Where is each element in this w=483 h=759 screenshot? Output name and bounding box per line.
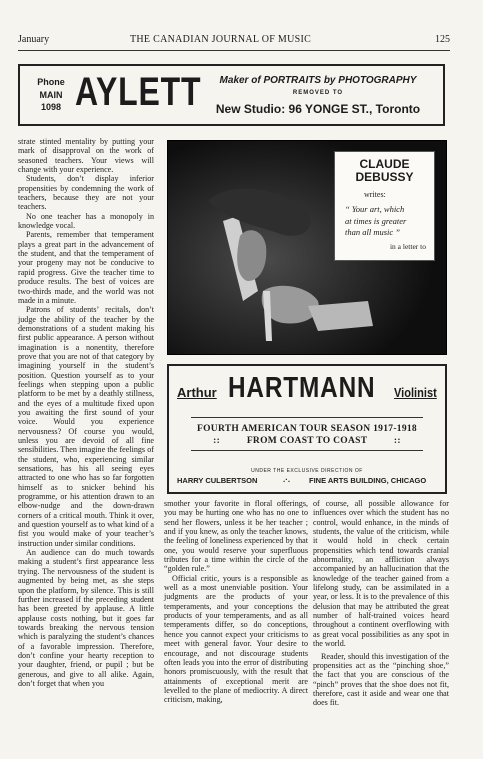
quote-author	[335, 158, 434, 184]
manager-address: FINE ARTS BUILDING, CHICAGO	[309, 476, 427, 485]
author-last-name: DEBUSSY	[355, 170, 414, 184]
quote-writes-label: writes:	[364, 190, 386, 199]
quote-line: “ Your art, which	[345, 204, 405, 214]
paragraph: No one teacher has a monopoly in knowledge vocal.	[18, 211, 154, 231]
ad-rule	[191, 450, 423, 451]
tour-coverage: :: FROM COAST TO COAST ::	[213, 436, 401, 446]
aylett-studio-address: New Studio: 96 YONGE ST., Toronto	[215, 102, 421, 116]
quote-line: at times is greater	[345, 215, 407, 226]
management-label: UNDER THE EXCLUSIVE DIRECTION OF	[251, 468, 363, 474]
artist-last-name: HARTMANN	[228, 372, 376, 404]
tour-season: FOURTH AMERICAN TOUR SEASON 1917-1918	[197, 424, 417, 434]
ad-rule	[191, 417, 423, 418]
separator: .·.	[283, 475, 291, 484]
article-column-2	[164, 499, 308, 705]
aylett-removed-line: REMOVED TO	[292, 90, 344, 96]
paragraph: Patrons of students’ recitals, don’t judge the ability of the teacher by the demonstrations of a student making his first public appearance. A person without imagination is a nonentity, therefore prove that you are not of that category by imagining yourself in the student’s position. Question yourself as to your feelings when stepping upon a public platform to be met by a deathly stillness, and the eyes of a multitude fixed upon you awaiting the first sound of your voice. Would you experience nervousness? Of course you would, unless you are devoid of all fine sensibilities. Then imagine the feelings of the student, who, experiencing similar sensations, has his all seeing eyes attracted to one who has so far forgotten himself as to snicker behind his programme, or his attention drawn to an elbow-nudge and the down-drawn corners of a critical mouth. Think it over, and question yourself as to what kind of a fist you would make of your teacher’s instruction under similar conditions.	[18, 305, 154, 548]
hartmann-photograph	[167, 140, 447, 355]
manager-name: HARRY CULBERTSON	[177, 476, 258, 485]
article-column-1	[18, 137, 154, 688]
paragraph: Students, don’t display inferior propensities by condemning the work of teachers, because they are not your teachers.	[18, 174, 154, 212]
paragraph: Reader, should this investigation of the propensities act as the “pinching shoe,” the fact that you are conscious of the “pinch” proves that the shoe does not fit, therefore, cast it aside and wear one that does fit.	[313, 651, 449, 708]
paragraph: smother your favorite in floral offerings, you may be hurting one who has no one to send her flowers, unless it be her teacher ; and if you knew, as only the teacher knows, the feeling of loneliness experienced by that one, you would reserve your superfluous tributes for a time within the circle of the “golden rule.”	[164, 499, 308, 574]
paragraph: of course, all possible allowance for influences over which the student has no control, would enhance, in the minds of students, the value of the criticism, while it would hold in check certain propensities which tend towards cranial abnormality, an affliction always accompanied by an hallucination that the knowledge of the teacher gained from a lifelong study, can be assimilated in a year, or less. It is to the prevalence of this delusion that may be attributed the great number of half-trained voices heard throughout a continent overflowing with as great vocal possibilities as any spot in the world.	[313, 499, 449, 649]
aylett-advertisement	[18, 64, 445, 126]
paragraph: Parents, remember that temperament plays a great part in the advancement of the student, and that the temperament of your progeny may not be conducive to rapid progress. Give the teacher time to produce results. The best of voices are two-thirds made, and the world was not made in a minute.	[18, 230, 154, 305]
header-rule	[18, 50, 450, 51]
artist-first-name: Arthur	[177, 385, 217, 400]
phone-line: MAIN	[39, 89, 63, 100]
aylett-phone	[33, 76, 69, 114]
phone-line: Phone	[37, 77, 65, 87]
issue-month: January	[18, 34, 50, 45]
artist-role: Violinist	[394, 385, 437, 400]
hartmann-advertisement	[167, 364, 447, 494]
running-header	[18, 34, 450, 48]
quote-line: than all music ”	[345, 227, 401, 237]
quote-source: in a letter to	[389, 242, 426, 251]
article-column-3	[313, 499, 449, 708]
debussy-quote-card	[334, 151, 435, 261]
journal-title: THE CANADIAN JOURNAL OF MUSIC	[130, 34, 312, 45]
paragraph: strate stinted mentality by putting your mark of disapproval on the work of seasoned teachers. Your views will change with your experience.	[18, 137, 154, 175]
aylett-name: AYLETT	[75, 70, 202, 114]
paragraph: An audience can do much towards making a student’s first appearance less trying. The nervousness of the student is augmented by being met, as she steps upon the platform, by silence. This is still further increased if the preceding student has been greeted by applause. A little applause costs nothing, but it goes far towards breaking the nervous tension which is paralyzing the student’s chances of a favorable impression. Therefore, don’t confine your hearty reception to your daughter, friend, or pupil ; but be generous, and give to all alike. Again, don’t forget that when you	[18, 548, 154, 688]
page-number: 125	[435, 34, 450, 45]
paragraph: Official critic, yours is a responsible as well as a most unenviable position. Your judgments are the products of your temperaments, and your conceptions the products of your temperaments, and as all temperaments differ, so do conceptions, hence you cannot expect your criticisms to meet with general favor. Your desire to encourage, and not discourage students often leads you into the error of distributing honors promiscuously, with the result that attainments of exceptional merit are levelled to the plane of mediocrity. A direct criticism, making,	[164, 573, 308, 705]
author-first-name: CLAUDE	[359, 157, 410, 171]
quote-text	[345, 204, 431, 239]
aylett-maker-line: Maker of PORTRAITS by PHOTOGRAPHY	[219, 75, 417, 86]
phone-line: 1098	[40, 102, 62, 112]
